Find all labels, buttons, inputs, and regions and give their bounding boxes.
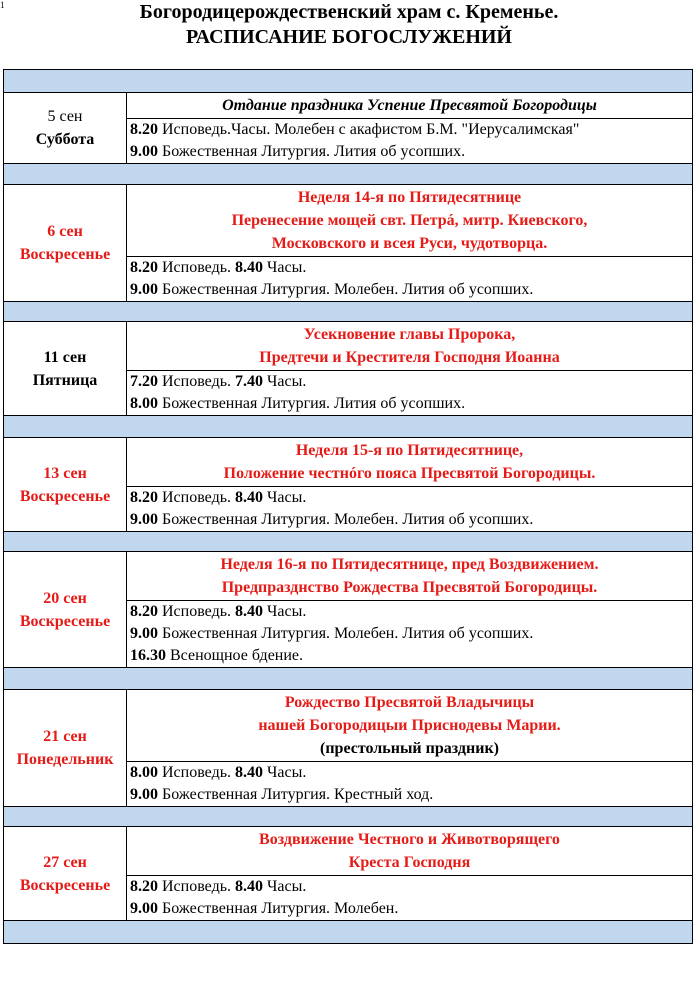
service-time: 8.40 bbox=[235, 764, 264, 781]
entry-details bbox=[127, 93, 693, 164]
service-description: Исповедь.Часы. Молебен с акафистом Б.М. "Иерусалимская" bbox=[158, 121, 580, 138]
service-description: Часы. bbox=[263, 603, 307, 620]
schedule-entry bbox=[4, 185, 693, 302]
service-line bbox=[127, 645, 692, 667]
service-line bbox=[127, 784, 692, 806]
entry-details bbox=[127, 690, 693, 807]
service-line bbox=[127, 623, 692, 645]
date-cell bbox=[4, 93, 127, 164]
entry-weekday: Пятница bbox=[32, 371, 98, 389]
service-description: Всенощное бдение. bbox=[166, 647, 304, 664]
separator-row bbox=[4, 416, 693, 438]
schedule-entry bbox=[4, 552, 693, 668]
separator-cell bbox=[4, 70, 693, 93]
feast-title-line: Неделя 15-я по Пятидесятнице, bbox=[295, 442, 524, 459]
separator-row bbox=[4, 807, 693, 827]
separator-cell bbox=[4, 668, 693, 690]
service-description: Часы. bbox=[263, 489, 307, 506]
service-time: 8.40 bbox=[235, 259, 264, 276]
date-cell bbox=[4, 827, 127, 921]
page-number: 1 bbox=[0, 0, 5, 10]
entry-weekday: Суббота bbox=[35, 131, 95, 148]
entry-weekday: Воскресенье bbox=[19, 487, 111, 505]
service-line bbox=[127, 487, 692, 509]
date-cell bbox=[4, 322, 127, 416]
separator-cell bbox=[4, 164, 693, 185]
service-time: 9.00 bbox=[130, 143, 158, 160]
schedule-entry bbox=[4, 827, 693, 921]
entry-details bbox=[127, 827, 693, 921]
service-time: 8.20 bbox=[130, 489, 158, 506]
feast-title bbox=[127, 690, 692, 762]
feast-title-line: Воздвижение Честного и Животворящего bbox=[259, 831, 560, 848]
entry-weekday: Воскресенье bbox=[19, 612, 111, 630]
service-time: 16.30 bbox=[130, 647, 166, 664]
separator-row bbox=[4, 532, 693, 552]
service-line bbox=[127, 257, 692, 279]
service-time: 9.00 bbox=[130, 511, 158, 528]
service-description: Часы. bbox=[263, 259, 307, 276]
service-description: Исповедь. bbox=[158, 603, 236, 620]
feast-title-line: Неделя 14-я по Пятидесятнице bbox=[297, 189, 522, 206]
service-description: Исповедь. bbox=[158, 764, 236, 781]
entry-date: 27 сен bbox=[43, 853, 87, 871]
schedule-entry bbox=[4, 322, 693, 416]
service-time: 8.20 bbox=[130, 259, 158, 276]
schedule-entry bbox=[4, 438, 693, 532]
entry-date: 11 сен bbox=[43, 348, 87, 366]
service-description: Исповедь. bbox=[158, 489, 236, 506]
service-line bbox=[127, 762, 692, 784]
feast-title-line: Отдание праздника Успение Пресвятой Богородицы bbox=[222, 97, 597, 114]
separator-row bbox=[4, 668, 693, 690]
entry-weekday: Воскресенье bbox=[19, 876, 111, 894]
entry-details bbox=[127, 185, 693, 302]
date-cell bbox=[4, 690, 127, 807]
entry-date: 13 сен bbox=[43, 464, 87, 482]
service-time: 8.00 bbox=[130, 764, 158, 781]
separator-row bbox=[4, 70, 693, 93]
separator-row bbox=[4, 921, 693, 944]
entry-details bbox=[127, 552, 693, 668]
page-title: РАСПИСАНИЕ БОГОСЛУЖЕНИЙ bbox=[186, 26, 512, 48]
service-time: 8.00 bbox=[130, 395, 158, 412]
service-description: Божественная Литургия. Молебен. Лития об усопших. bbox=[158, 625, 534, 642]
church-name: Богородицерождественский храм с. Кременье. bbox=[139, 1, 559, 23]
service-description: Исповедь. bbox=[158, 259, 236, 276]
service-time: 8.40 bbox=[235, 603, 264, 620]
service-line bbox=[127, 509, 692, 531]
feast-title-line: Положение честнóго пояса Пресвятой Богородицы. bbox=[223, 465, 596, 482]
separator-cell bbox=[4, 302, 693, 322]
entry-details bbox=[127, 438, 693, 532]
entry-date: 5 сен bbox=[47, 108, 83, 125]
separator-row bbox=[4, 164, 693, 185]
service-line bbox=[127, 393, 692, 415]
separator-cell bbox=[4, 416, 693, 438]
entry-date: 6 сен bbox=[47, 223, 83, 240]
service-time: 9.00 bbox=[130, 625, 158, 642]
separator-cell bbox=[4, 921, 693, 944]
service-time: 7.40 bbox=[235, 373, 264, 390]
separator-row bbox=[4, 302, 693, 322]
date-cell bbox=[4, 438, 127, 532]
service-time: 8.20 bbox=[130, 121, 158, 138]
schedule-entry bbox=[4, 93, 693, 164]
service-time: 8.40 bbox=[235, 878, 264, 895]
service-description: Божественная Литургия. Крестный ход. bbox=[158, 786, 434, 803]
feast-title bbox=[127, 827, 692, 876]
service-time: 9.00 bbox=[130, 900, 158, 917]
service-description: Часы. bbox=[263, 878, 307, 895]
service-line bbox=[127, 898, 692, 920]
separator-cell bbox=[4, 532, 693, 552]
entry-weekday: Понедельник bbox=[16, 751, 114, 768]
feast-title-line: Усекновение главы Пророка, bbox=[303, 326, 516, 343]
feast-title-line: Креста Господня bbox=[348, 854, 471, 871]
entry-weekday: Воскресенье bbox=[19, 246, 111, 263]
service-description: Божественная Литургия. Молебен. bbox=[158, 900, 399, 917]
feast-title-line: Перенесение мощей свт. Петрá, митр. Киевского, bbox=[231, 212, 588, 229]
service-line bbox=[127, 601, 692, 623]
service-line bbox=[127, 371, 692, 393]
feast-title-line: Неделя 16-я по Пятидесятнице, пред Воздвижением. bbox=[220, 556, 599, 573]
entry-details bbox=[127, 322, 693, 416]
service-description: Часы. bbox=[263, 764, 307, 781]
service-description: Исповедь. bbox=[158, 878, 236, 895]
feast-title-line: нашей Богородицыи Приснодевы Марии. bbox=[258, 717, 561, 734]
entry-date: 21 сен bbox=[43, 728, 87, 745]
service-line bbox=[127, 876, 692, 898]
date-cell bbox=[4, 185, 127, 302]
service-time: 8.20 bbox=[130, 603, 158, 620]
service-time: 9.00 bbox=[130, 281, 158, 298]
service-line bbox=[127, 279, 692, 301]
feast-title-line: Московского и всея Руси, чудотворца. bbox=[271, 235, 548, 252]
separator-cell bbox=[4, 807, 693, 827]
service-description: Божественная Литургия. Молебен. Лития об усопших. bbox=[158, 511, 534, 528]
feast-title-line: Предтечи и Крестителя Господня Иоанна bbox=[259, 349, 560, 366]
service-time: 7.20 bbox=[130, 373, 158, 390]
service-line bbox=[127, 119, 692, 141]
feast-title bbox=[127, 185, 692, 257]
service-description: Божественная Литургия. Лития об усопших. bbox=[158, 395, 466, 412]
service-time: 8.20 bbox=[130, 878, 158, 895]
service-description: Часы. bbox=[263, 373, 307, 390]
service-description: Исповедь. bbox=[158, 373, 236, 390]
service-time: 9.00 bbox=[130, 786, 158, 803]
service-description: Божественная Литургия. Молебен. Лития об усопших. bbox=[158, 281, 534, 298]
service-line bbox=[127, 141, 692, 163]
feast-title-line: Рождество Пресвятой Владычицы bbox=[284, 694, 535, 711]
service-description: Божественная Литургия. Лития об усопших. bbox=[158, 143, 466, 160]
schedule-table bbox=[3, 69, 693, 944]
feast-note: (престольный праздник) bbox=[320, 740, 499, 757]
date-cell bbox=[4, 552, 127, 668]
feast-title bbox=[127, 552, 692, 601]
service-time: 8.40 bbox=[235, 489, 264, 506]
feast-title bbox=[127, 438, 692, 487]
feast-title bbox=[127, 322, 692, 371]
feast-title bbox=[127, 93, 692, 119]
entry-date: 20 сен bbox=[43, 589, 87, 607]
schedule-entry bbox=[4, 690, 693, 807]
feast-title-line: Предпразднство Рождества Пресвятой Богородицы. bbox=[221, 579, 598, 596]
